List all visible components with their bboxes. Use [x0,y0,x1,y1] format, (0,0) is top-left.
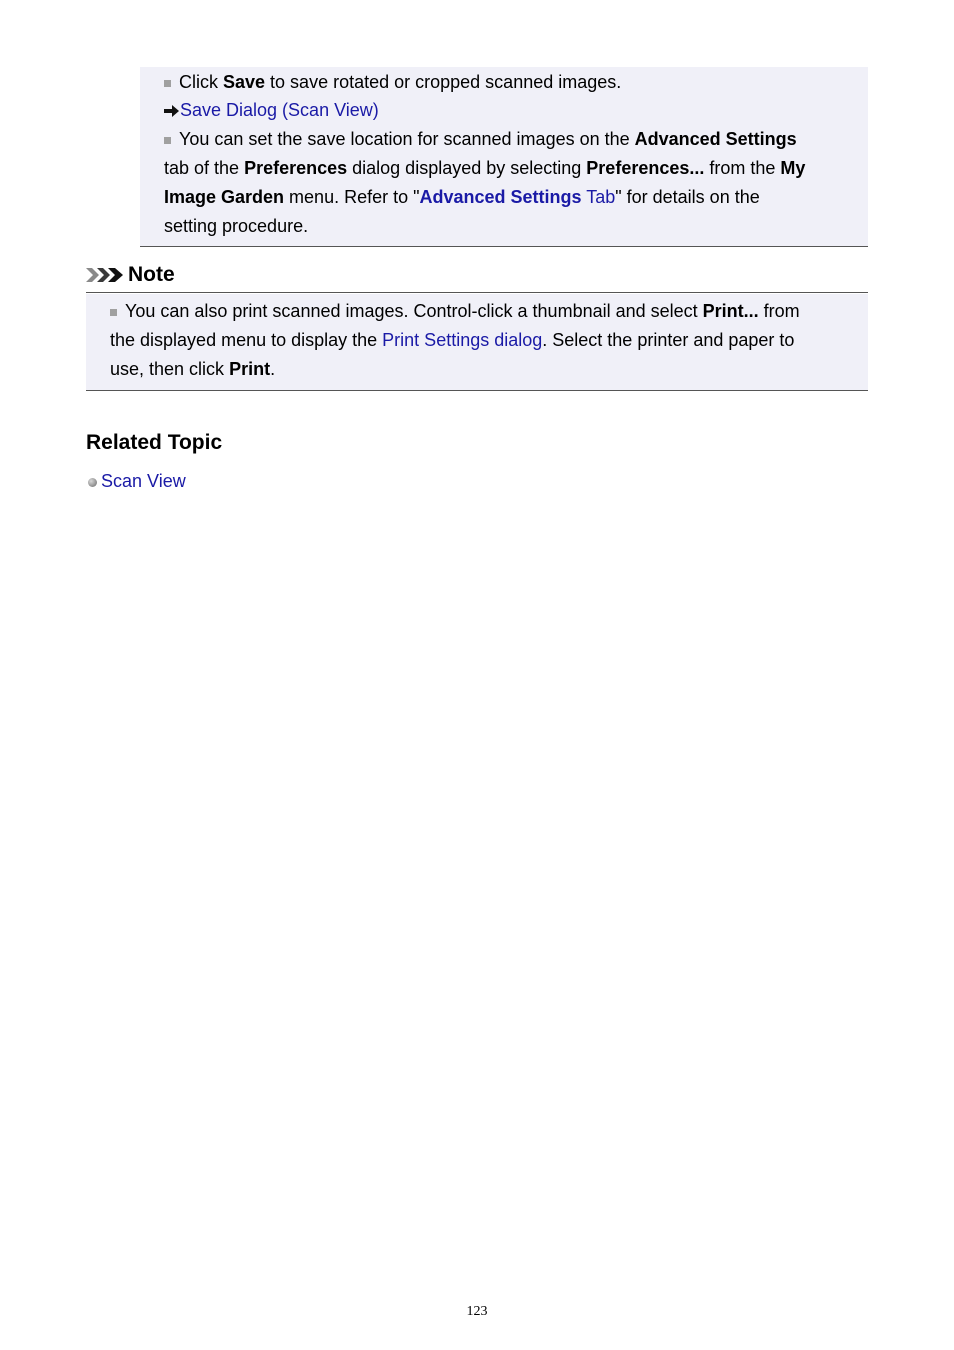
note-box [86,294,868,391]
list-item: Click Save to save rotated or cropped scanned images. [164,68,864,97]
list-item-continued: tab of the Preferences dialog displayed by selecting Preferences... from the My [164,158,806,178]
list-item-continued: setting procedure. [164,216,309,236]
list-item-continued: use, then click Print. [110,359,276,379]
note-chevrons-icon [86,266,124,284]
list-item: You can also print scanned images. Control-click a thumbnail and select Print... from [110,297,860,326]
save-dialog-link-row [164,96,864,125]
list-item-continued: Image Garden menu. Refer to "Advanced Settings Tab" for details on the [164,187,760,207]
square-bullet-icon [110,309,117,316]
square-bullet-icon [164,137,171,144]
scan-view-link[interactable]: Scan View [101,471,186,491]
note-divider [86,292,868,293]
save-dialog-link[interactable]: Save Dialog (Scan View) [180,100,379,120]
list-item-continued: the displayed menu to display the Print Settings dialog. Select the printer and paper to [110,330,795,350]
list-item: You can set the save location for scanned images on the Advanced Settings [164,125,864,154]
arrow-right-icon [164,105,180,117]
note-heading: Note [86,260,175,290]
advanced-settings-tab-link[interactable]: Advanced Settings Tab [419,187,616,207]
related-topic-item [88,467,186,496]
related-topic-heading: Related Topic [86,431,223,454]
round-bullet-icon [88,478,97,487]
square-bullet-icon [164,80,171,87]
print-settings-dialog-link[interactable]: Print Settings dialog [382,330,543,350]
info-box [140,67,868,247]
page-number: 123 [466,1304,488,1319]
